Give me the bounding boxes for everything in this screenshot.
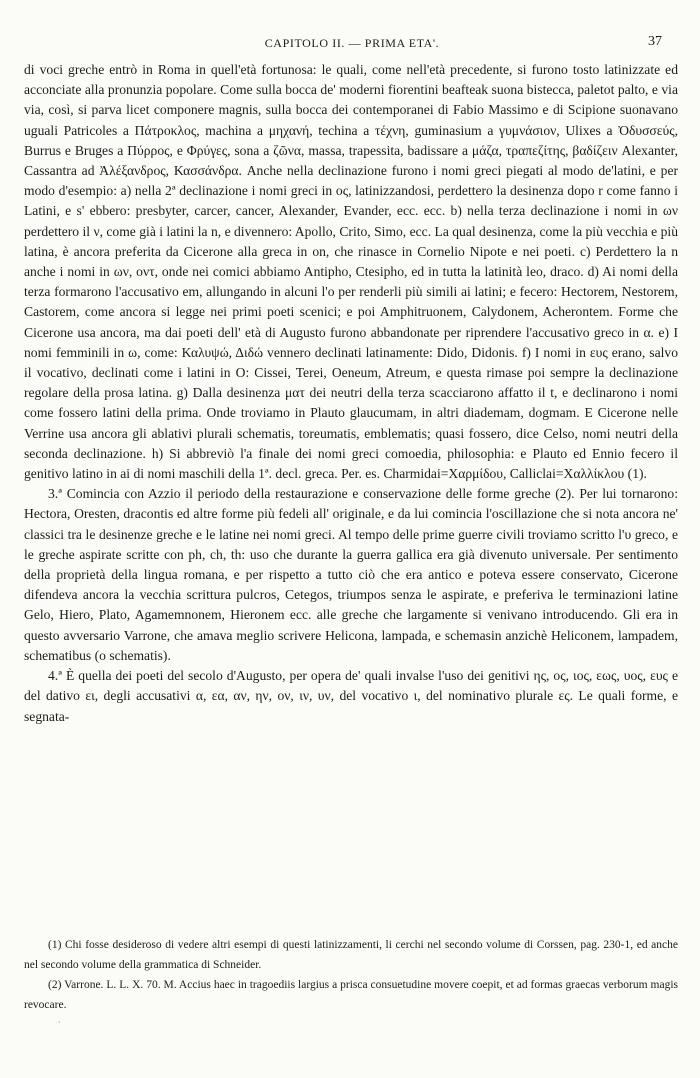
main-text [24,60,678,727]
footnote-2: (2) Varrone. L. L. X. 70. M. Accius haec in tragoediis largius a prisca consuetudine movere coepit, et ad formas graecas verborum magis revocare. [24,979,678,1011]
page-number: 37 [648,34,662,49]
print-speck: · [58,1018,61,1027]
paragraph-continuation: di voci greche entrò in Roma in quell'età fortunosa: le quali, come nell'età precedente, si furono tosto latinizzate ed acconciate alla pronunzia popolare. Come sulla bocca de' moderni fiorentini beafteak suona bistecca, paletot palto, e via via, così, si parva licet componere magnis, sulla bocca dei contemporanei di Fabio Massimo e di Scipione suonavano uguali Patricoles a Πάτροκλος, machina a μηχανή, techina a τέχνη, guminasium a γυμνάσιον, Ulixes a Ὀδυσσεύς, Burrus e Bruges a Πύρρος, e Φρύγες, sona a ζῶνα, massa, trapessita, badissare a μάζα, τραπεζίτης, βαδίζειν Alexanter, Cassantra ad Ἀλέξανδρος, Κασσάνδρα. Anche nella declinazione furono i nomi greci piegati al modo de'latini, e per modo d'esempio: a) nella 2ª declinazione i nomi greci in ος, latinizzandosi, perdettero la desinenza dopo r come fanno i Latini, e s' ebbero: presbyter, carcer, cancer, Alexander, Evander, ecc. ecc. b) nella terza declinazione i nomi in ων perdettero il ν, come già i latini la n, e divennero: Apollo, Crito, Simo, ecc. La qual desinenza, come la più vecchia e più latina, è ancora preferita da Cicerone alla greca in on, che rinasce in Cornelio Nipote e nei poeti. c) Perdettero la n anche i nomi in ων, οντ, onde nei comici abbiamo Antipho, Ctesipho, ed in tutta la latinità leo, draco. d) Ai nomi della terza formarono l'accusativo em, allungando in alcuni l'o per renderli più simili ai latini; e fecero: Hectorem, Nestorem, Castorem, come ancora si legge nei primi poeti scenici; e poi Amphitruonem, Calydonem, Acherontem. Forme che Cicerone usa ancora, ma dai poeti dell' età di Augusto furono abbandonate per riprendere l'accusativo greco in α. e) I nomi femminili in ω, come: Καλυψώ, Διδώ vennero declinati latinamente: Dido, Didonis. f) I nomi in ευς erano, salvo il vocativo, declinati come i latini in O: Cissei, Terei, Oeneum, Atreum, e questa rimase poi sempre la declinazione regolare della prosa latina. g) Dalla desinenza ματ dei neutri della terza scacciarono affatto il t, e declinarono i nomi come fossero latini della prima. Onde troviamo in Plauto glaucumam, in altri diademam, dogmam. E Cicerone nelle Verrine usa ancora gli ablativi plurali schematis, toreumatis, emblematis; quasi fossero, dice Celso, nomi neutri della seconda declinazione. h) Si abbreviò l'a finale dei nomi greci comoedia, philosophia: e Plauto ed Ennio fecero il genitivo latino in ai di nomi maschili della 1ª. decl. greca. Per. es. Charmidai=Χαρμίδου, Calliclai=Χαλλίκλου (1). [24,62,678,482]
running-title: CAPITOLO II. — PRIMA ETA'. [264,36,440,50]
paragraph-section-4: 4.ª È quella dei poeti del secolo d'Augusto, per opera de' quali invalse l'uso dei genitivi ης, ος, ιος, εως, υος, ευς e del dativo ει, degli accusativi α, εα, αν, ην, ον, ιν, υν, del vocativo ι, del nominativo plurale ες. Le quali forme, e segnata- [24,668,678,724]
footnotes [24,935,678,1015]
page-header [22,36,682,54]
paragraph-section-3: 3.ª Comincia con Azzio il periodo della restaurazione e conservazione delle forme greche (2). Per lui tornarono: Hectora, Oresten, dracontis ed altre forme più fedeli all' originale, e da lui comincia l'oscillazione che si nota ancora ne' classici tra le desinenze greche e le latine nei nomi greci. Al tempo delle prime guerre civili troviamo scritto l'υ greco, e le greche aspirate scritte con ph, ch, th: uso che durante la guerra gallica era già divenuto universale. Per sentimento della proprietà della lingua romana, e per rispetto a tutto ciò che era antico e poteva essere conservato, Cicerone difendeva ancora la vecchia scrittura pulcros, Cetegos, triumpos senza le aspirate, e preferiva le terminazioni latine Gelo, Hiero, Plato, Agamemnonem, Hieronem ecc. alle greche che largamente si venivano introducendo. Gli era in questo avversario Varrone, che amava meglio scrivere Helicona, lampada, e schemasin anzichè Heliconem, lampadem, schematibus (o schematis). [24,486,678,663]
footnote-1: (1) Chi fosse desideroso di vedere altri esempi di questi latinizzamenti, li cerchi nel secondo volume di Corssen, pag. 230-1, ed anche nel secondo volume della grammatica di Schneider. [24,939,678,971]
